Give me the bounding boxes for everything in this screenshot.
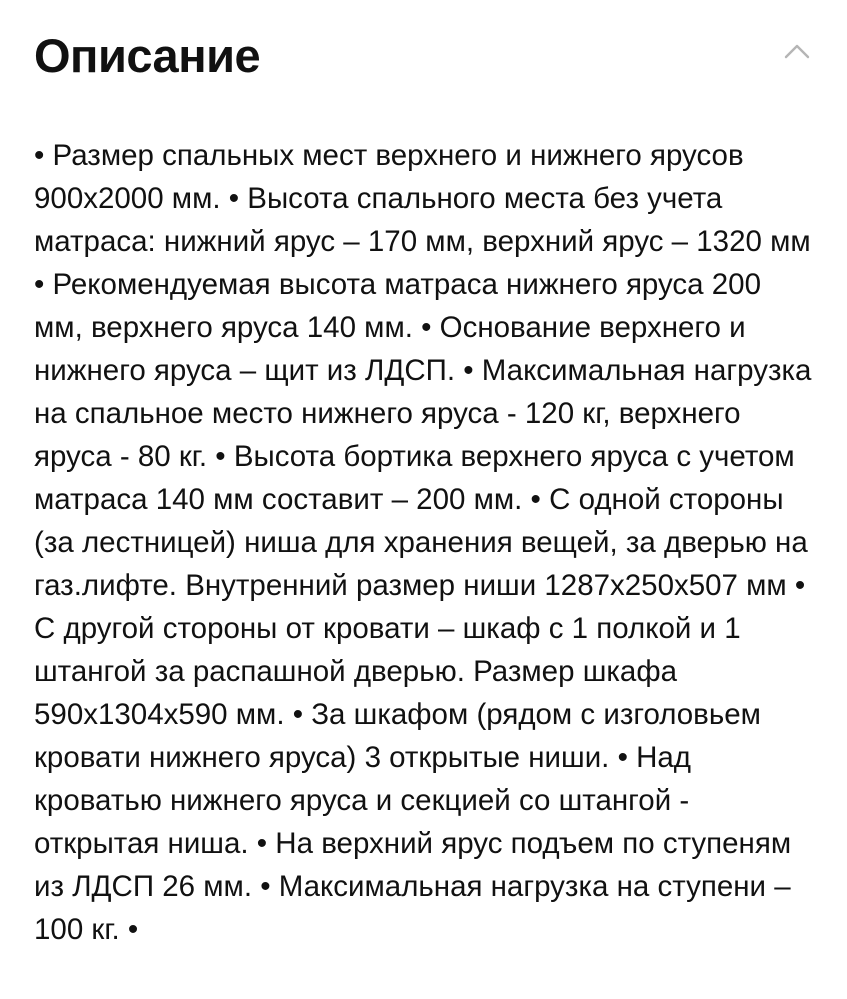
chevron-up-icon (784, 43, 810, 59)
description-header[interactable] (34, 22, 817, 86)
collapse-toggle-button[interactable] (777, 36, 817, 66)
section-title: Описание (34, 29, 261, 82)
description-text: • Размер спальных мест верхнего и нижнего ярусов 900x2000 мм. • Высота спального места без учета матраса: нижний ярус – 170 мм, верхний ярус – 1320 мм • Рекомендуемая высота матраса нижнего яруса 200 мм, верхнего яруса 140 мм. • Основание верхнего и нижнего яруса – щит из ЛДСП. • Максимальная нагрузка на спальное место нижнего яруса - 120 кг, верхнего яруса - 80 кг. • Высота бортика верхнего яруса с учетом матраса 140 мм составит – 200 мм. • С одной стороны (за лестницей) ниша для хранения вещей, за дверью на газ.лифте. Внутренний размер ниши 1287x250x507 мм • С другой стороны от кровати – шкаф с 1 полкой и 1 штангой за распашной дверью. Размер шкафа 590x1304x590 мм. • За шкафом (рядом с изголовьем кровати нижнего яруса) 3 открытые ниши. • Над кроватью нижнего яруса и секцией со штангой - открытая ниша. • На верхний ярус подъем по ступеням из ЛДСП 26 мм. • Максимальная нагрузка на ступени – 100 кг. • (34, 139, 812, 946)
